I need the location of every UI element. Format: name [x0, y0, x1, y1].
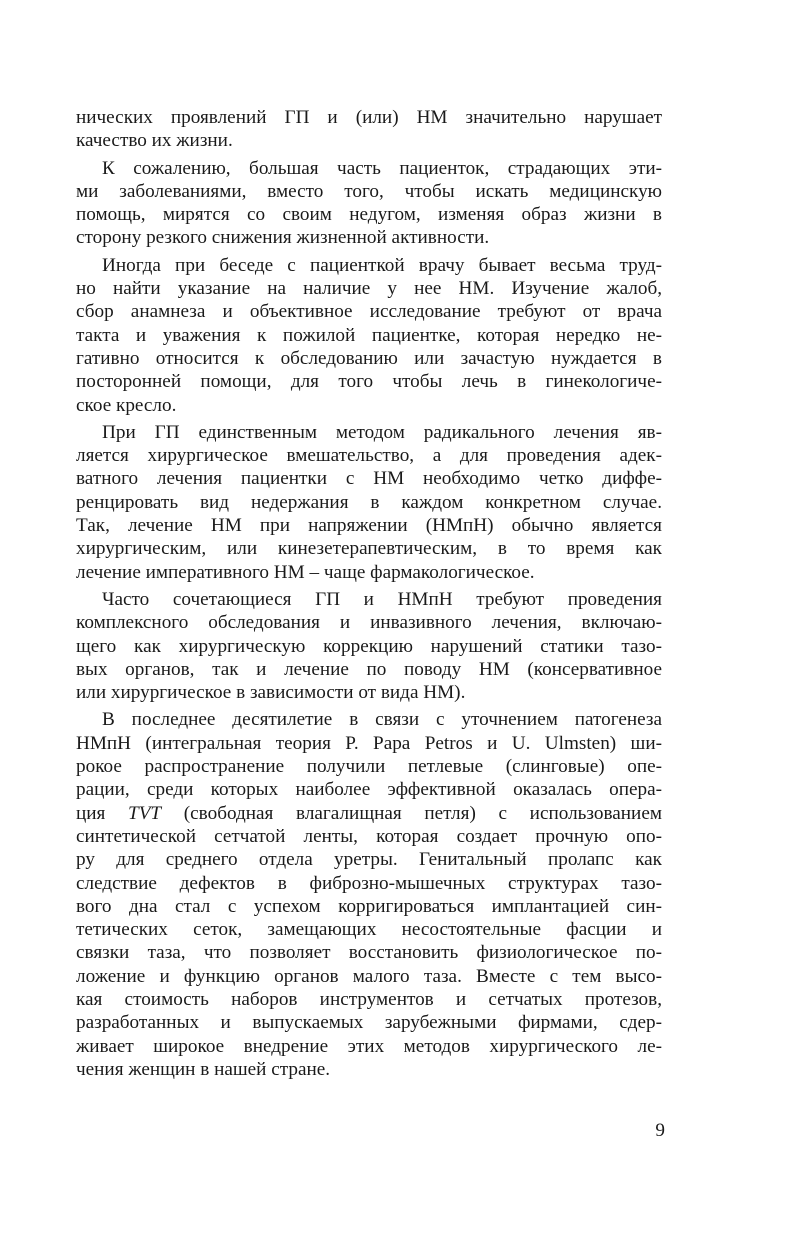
- text-line: К сожалению, большая часть пациенток, страдающих эти-: [102, 157, 662, 179]
- text-line: кая стоимость наборов инструментов и сетчатых протезов,: [76, 988, 662, 1010]
- text-line: Так, лечение НМ при напряжении (НМпН) обычно является: [76, 515, 662, 537]
- text-line: ция TVT (свободная влагалищная петля) с использованием: [76, 802, 662, 824]
- text-line: НМпН (интегральная теория P. Papa Petros и U. Ulmsten) ши-: [76, 732, 662, 754]
- text-line: В последнее десятилетие в связи с уточнением патогенеза: [102, 709, 662, 731]
- text-line: помощь, мирятся со своим недугом, изменяя образ жизни в: [76, 204, 662, 226]
- text-line: сторону резкого снижения жизненной активности.: [76, 227, 490, 249]
- text-line: такта и уважения к пожилой пациентке, которая нередко не-: [76, 324, 662, 346]
- text-line: синтетической сетчатой ленты, которая создает прочную опо-: [76, 825, 662, 847]
- text-line: комплексного обследования и инвазивного лечения, включаю-: [76, 612, 662, 634]
- text-line: ми заболеваниями, вместо того, чтобы искать медицинскую: [76, 180, 662, 202]
- paragraph: [76, 157, 662, 250]
- text-line: связки таза, что позволяет восстановить физиологическое по-: [76, 942, 662, 964]
- paragraph: [76, 254, 662, 417]
- text-line: нических проявлений ГП и (или) НМ значительно нарушает: [76, 107, 662, 128]
- text-line: рокое распространение получили петлевые (слинговые) опе-: [76, 756, 662, 778]
- italic-term: TVT: [128, 802, 162, 824]
- paragraph: [76, 421, 662, 584]
- text-line: или хирургическое в зависимости от вида НМ).: [76, 682, 466, 704]
- text-line: Иногда при беседе с пациенткой врачу бывает весьма труд-: [102, 254, 662, 276]
- text-line: ляется хирургическое вмешательство, а для проведения адек-: [76, 445, 662, 467]
- text-line: вых органов, так и лечение по поводу НМ (консервативное: [76, 658, 662, 680]
- text-line: живает широкое внедрение этих методов хирургического ле-: [76, 1035, 662, 1057]
- text-line: тетических сеток, замещающих несостоятельные фасции и: [76, 919, 662, 941]
- text-line: сбор анамнеза и объективное исследование требуют от врача: [76, 301, 662, 323]
- text-line: качество их жизни.: [76, 130, 233, 152]
- text-line: следствие дефектов в фиброзно-мышечных структурах тазо-: [76, 872, 662, 894]
- page-body: [76, 106, 662, 1081]
- text-line: но найти указание на наличие у нее НМ. Изучение жалоб,: [76, 278, 662, 300]
- text-line: ское кресло.: [76, 394, 177, 416]
- text-line: рации, среди которых наиболее эффективной оказалась опера-: [76, 779, 662, 801]
- text-line: ренцировать вид недержания в каждом конкретном случае.: [76, 491, 662, 513]
- text-line: чения женщин в нашей стране.: [76, 1058, 331, 1080]
- text-line: ру для среднего отдела уретры. Генитальный пролапс как: [76, 849, 662, 871]
- paragraph: [76, 106, 662, 153]
- paragraph: [76, 588, 662, 704]
- text-line: щего как хирургическую коррекцию нарушений статики тазо-: [76, 635, 662, 657]
- text-line: гативно относится к обследованию или зачастую нуждается в: [76, 347, 662, 369]
- text-line: Часто сочетающиеся ГП и НМпН требуют проведения: [102, 588, 662, 610]
- text-line: ложение и функцию органов малого таза. Вместе с тем высо-: [76, 965, 662, 987]
- text-line: хирургическим, или кинезетерапевтическим, в то время как: [76, 538, 662, 560]
- text-line: разработанных и выпускаемых зарубежными фирмами, сдер-: [76, 1012, 662, 1034]
- paragraph: [76, 708, 662, 1081]
- page-number: 9: [655, 1120, 665, 1141]
- text-line: лечение императивного НМ – чаще фармакологическое.: [76, 561, 535, 583]
- text-line: вого дна стал с успехом корригироваться имплантацией син-: [76, 895, 662, 917]
- text-line: ватного лечения пациентки с НМ необходимо четко диффе-: [76, 468, 662, 490]
- text-line: посторонней помощи, для того чтобы лечь в гинекологиче-: [76, 371, 662, 393]
- text-line: При ГП единственным методом радикального лечения яв-: [102, 421, 662, 443]
